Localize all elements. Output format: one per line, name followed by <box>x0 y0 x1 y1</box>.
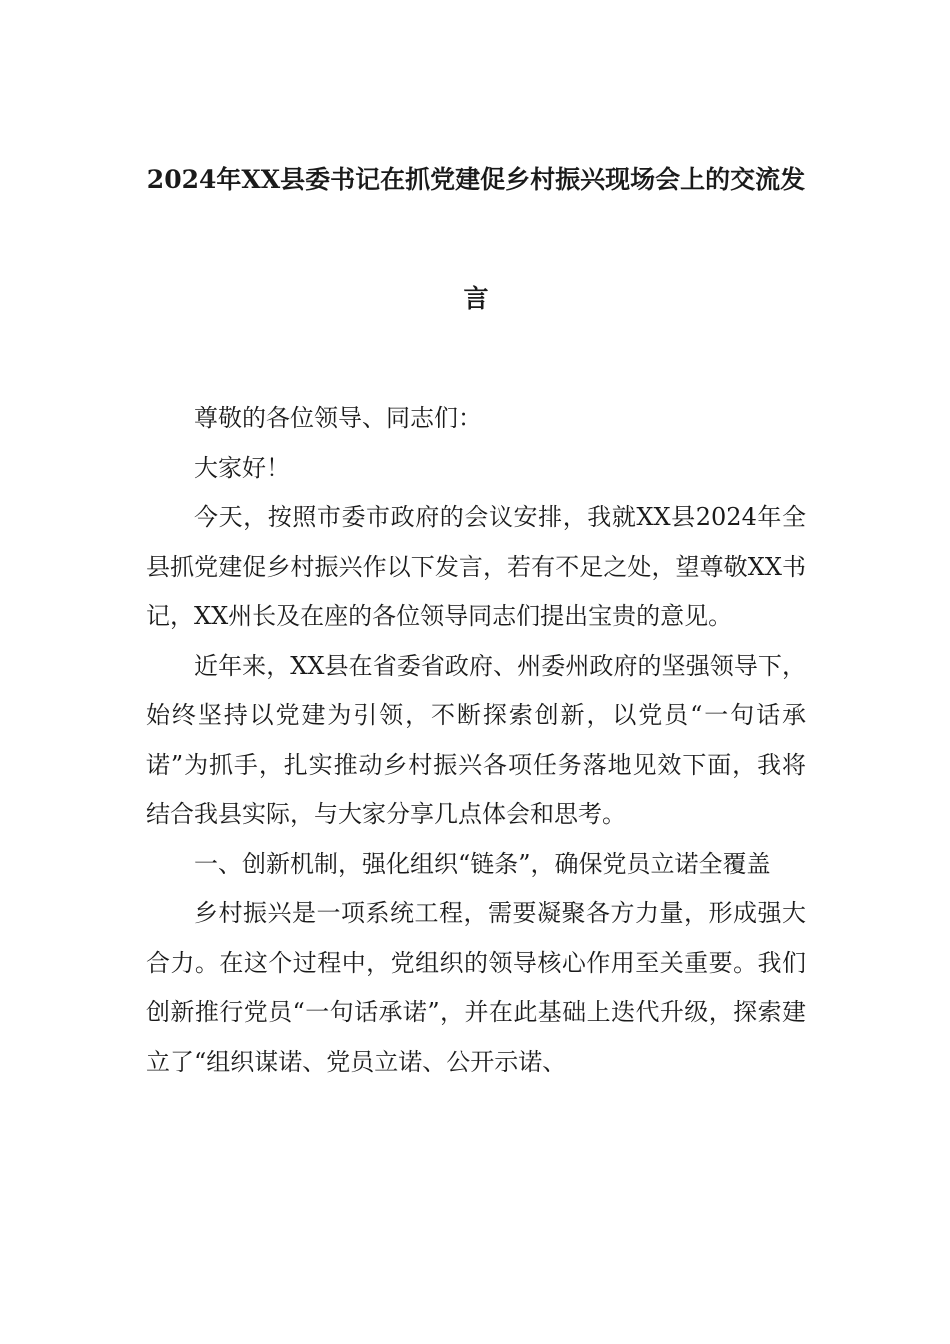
body-paragraph: 乡村振兴是一项系统工程，需要凝聚各方力量，形成强大合力。在这个过程中，党组织的领导核心作用至关重要。我们创新推行党员“一句话承诺”，并在此基础上迭代升级，探索建立了“组织谋诺、党员立诺、公开示诺、 <box>146 899 806 1076</box>
document-body <box>146 394 806 1087</box>
document-title-line-2: 言 <box>463 284 489 313</box>
body-paragraph: 近年来，XX县在省委省政府、州委州政府的坚强领导下，始终坚持以党建为引领，不断探索创新，以党员“一句话承诺”为抓手，扎实推动乡村振兴各项任务落地见效下面，我将结合我县实际，与大家分享几点体会和思考。 <box>146 651 806 828</box>
body-paragraph: 今天，按照市委市政府的会议安排，我就XX县2024年全县抓党建促乡村振兴作以下发言，若有不足之处，望尊敬XX书记，XX州长及在座的各位领导同志们提出宝贵的意见。 <box>146 503 806 630</box>
greeting: 大家好！ <box>194 453 290 482</box>
section-heading: 一、创新机制，强化组织“链条”，确保党员立诺全覆盖 <box>194 849 771 878</box>
salutation: 尊敬的各位领导、同志们： <box>194 404 482 432</box>
document-title-line-1: 2024年XX县委书记在抓党建促乡村振兴现场会上的交流发 <box>146 165 806 194</box>
